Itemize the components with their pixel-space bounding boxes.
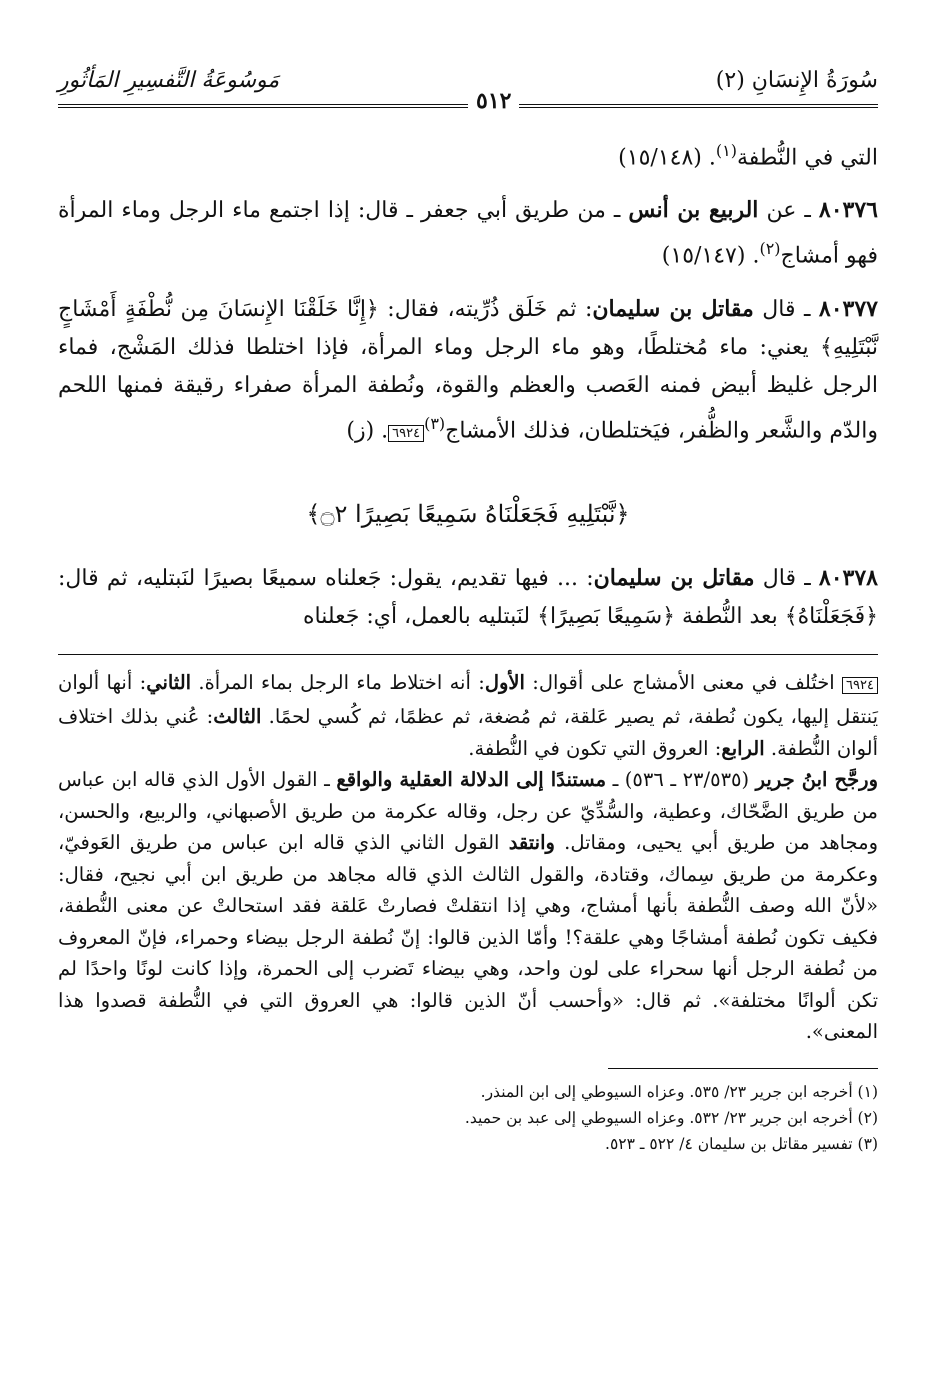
page-header — [58, 60, 878, 114]
page-number: ٥١٢ — [468, 88, 519, 114]
verse-heading: ﴿نَّبْتَلِيهِ فَجَعَلْنَاهُ سَمِيعًا بَصِيرًا ۝٢﴾ — [306, 499, 630, 528]
note-keyword: الثاني — [146, 670, 192, 694]
narration-text: : ... فيها تقديم، يقول: جَعلناه سميعًا بصيرًا لنَبتليه، ثم قال: ﴿فَجَعَلْنَاهُ﴾ بعد النُّطفة ﴿سَمِيعًا بَصِيرًا﴾ لنَبتليه بالعمل، أي: جَعلناه — [58, 565, 878, 629]
footnotes — [58, 1079, 878, 1157]
footnote: (٢) أخرجه ابن جرير ٢٣/ ٥٣٢. وعزاه السيوطي إلى عبد بن حميد. — [464, 1108, 878, 1127]
narration-80377 — [58, 290, 878, 453]
note-keyword: مستندًا إلى الدلالة العقلية والواقع — [336, 768, 607, 792]
narrator-name: مقاتل بن سليمان — [592, 295, 754, 322]
narration-80376 — [58, 191, 878, 275]
note-box-ref: ٦٩٢٤ — [842, 677, 878, 694]
main-text — [58, 132, 878, 636]
note-divider — [58, 654, 878, 655]
note-text: اختُلف في معنى الأمشاج على أقوال: — [524, 670, 843, 694]
narration-text: : ثم خَلَق ذُرِّيته، فقال: ﴿إِنَّا خَلَقْنَا الإِنسَانَ مِن نُّطْفَةٍ أَمْشَاجٍ نَّبْتَلِيهِ﴾ يعني: ماء مُختلطًا، وهو ماء الرجل وماء المرأة، فإذا اختلطا فذلك المَشْج، فماء الرجل غليظ أبيض فمنه العَصب والعظم والقوة، ونُطفة المرأة صفراء رقيقة فمنها اللحم والدّم والشَّعر والظُّفر، فيَختلطان، فذلك الأمشاج — [58, 296, 878, 443]
footnote: (٣) تفسير مقاتل بن سليمان ٤/ ٥٢٢ ـ ٥٢٣. — [605, 1134, 878, 1153]
note-paragraph — [58, 764, 878, 1048]
note-text: ـ القول الأول الذي قاله ابن عباس من طريق الضَّحّاك، وعطية، والسُّدِّيّ عن رجل، وقاله عكرمة من طريق الأصبهاني، والربيع، والحسن، ومجاهد من طريق أبي يحيى، ومقاتل. — [58, 768, 878, 855]
note-keyword: الثالث — [213, 705, 262, 729]
note-text: القول الثاني الذي قاله ابن عباس من طريق العَوفيّ، وعكرمة من طريق سِماك، وقتادة، والقول الثالث الذي قاله مجاهد من طريق ابن أبي نجيح، فقال: «لأنّ الله وصف النُّطفة بأنها أمشاج، وهي إذا انتقلتْ فصارتْ عَلقة فقد استحالتْ عن معنى النُّطفة، فكيف تكون نُطفة أمشاجًا وهي علقة؟! وأمّا الذين قالوا: إنّ نُطفة الرجل بيضاء وحمراء، فإنّ المعروف من نُطفة الرجل أنها سحراء على لون واحد، وهي بيضاء تَضرب إلى الحمرة، وإذا كانت لونًا واحدًا لم تكن ألوانًا مختلفة». ثم قال: «وأحسب أنّ الذين قالوا: هي العروق التي في النُّطفة قصدوا هذا المعنى». — [58, 831, 878, 1044]
narration-tail: . (١٥/١٤٧) — [661, 243, 760, 269]
note-text: : عُني بذلك اختلاف ألوان النُّطفة. — [58, 705, 878, 760]
narration-text: ـ من طريق أبي جعفر ـ قال: إذا اجتمع ماء الرجل وماء المرأة فهو أمشاج — [58, 198, 878, 269]
narration-dash: ـ قال — [753, 296, 819, 322]
footnote-ref: (١) — [715, 141, 737, 160]
footnote-rule — [608, 1068, 878, 1069]
narration-80378 — [58, 559, 878, 636]
note-text: : أنه اختلاط ماء الرجل بماء المرأة. — [191, 670, 485, 694]
note-text: (٢٣/٥٣٥ ـ ٥٣٦) ـ — [606, 768, 756, 792]
narration-dash: ـ قال — [754, 565, 819, 591]
note-keyword: وانتقد — [508, 831, 555, 855]
narrator-name: الربيع بن أنس — [628, 197, 759, 224]
intro-tail: . (١٥/١٤٨) — [618, 145, 716, 171]
narration-number: ٨٠٣٧٨ — [818, 564, 878, 591]
note-text: : العروق التي تكون في النُّطفة. — [468, 736, 722, 760]
note-paragraph — [58, 667, 878, 765]
surah-title: سُورَةُ الإِنسَانِ (٢) — [715, 68, 878, 93]
narration-dash: ـ عن — [758, 198, 819, 224]
note-text: : أنها ألوان يَنتقل إليها، يكون نُطفة، ثم يصير عَلقة، ثم مُضغة، ثم عظمًا، ثم كُسي لحمًا. — [58, 670, 878, 729]
narration-number: ٨٠٣٧٦ — [818, 197, 878, 224]
book-title: مَوسُوعَةُ التَّفسِيرِ المَأثُورِ — [58, 68, 280, 93]
note-keyword: الرابع — [721, 736, 765, 760]
note-box-ref: ٦٩٢٤ — [388, 425, 424, 442]
footnote-ref: (٣) — [424, 413, 446, 433]
footnote-ref: (٢) — [759, 239, 781, 259]
note-keyword: ورجَّح ابنُ جرير — [755, 768, 879, 792]
footnote: (١) أخرجه ابن جرير ٢٣/ ٥٣٥. وعزاه السيوطي إلى ابن المنذر. — [480, 1082, 878, 1101]
intro-text: التي في النُّطفة — [736, 145, 878, 171]
narrator-name: مقاتل بن سليمان — [593, 564, 755, 591]
narration-number: ٨٠٣٧٧ — [818, 295, 878, 322]
scholarly-note — [58, 667, 878, 1048]
intro-line — [58, 132, 878, 177]
note-keyword: الأول — [484, 670, 525, 694]
page — [58, 60, 878, 1157]
narration-tail: . (ز) — [346, 417, 389, 443]
